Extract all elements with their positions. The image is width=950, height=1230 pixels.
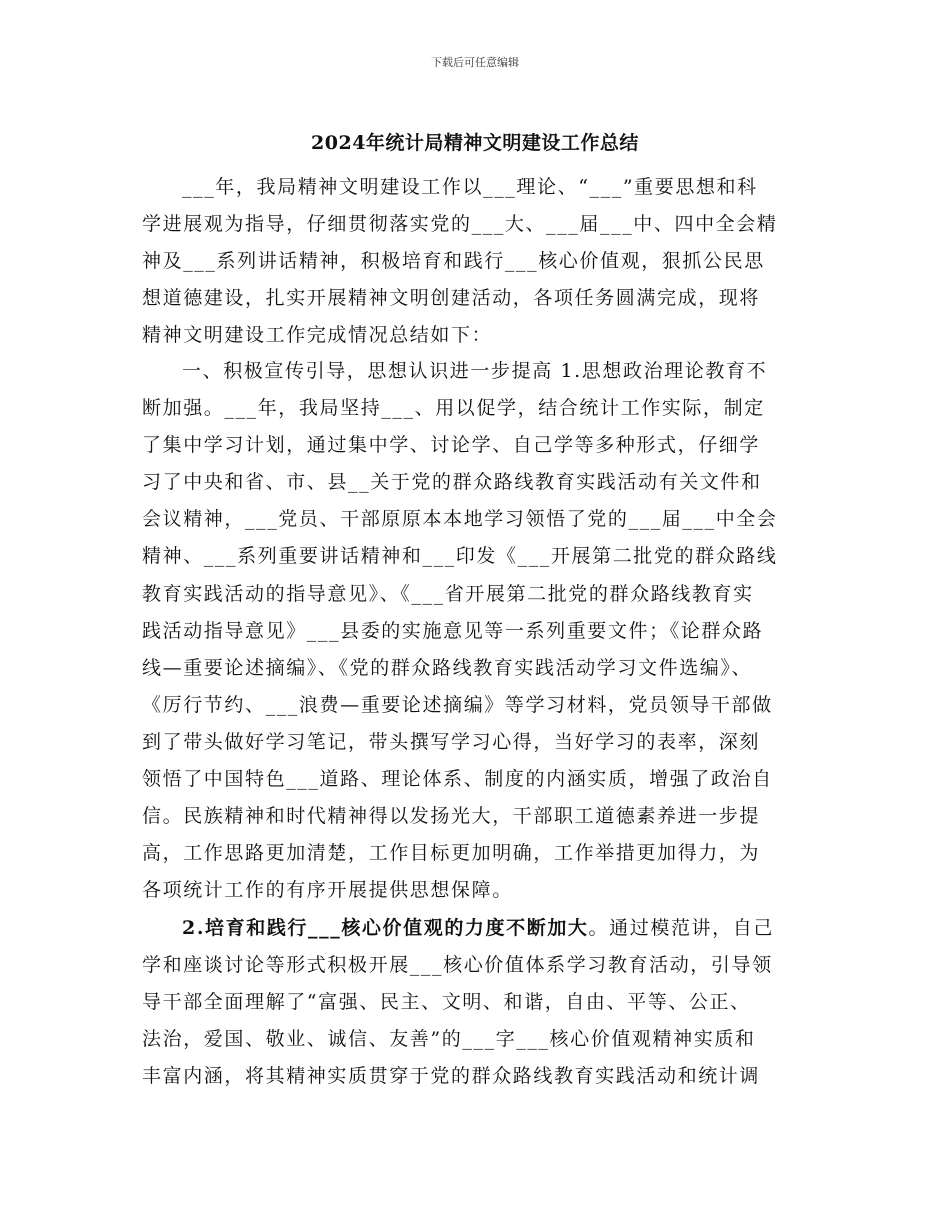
paragraph-line: 精神、___系列重要讲话精神和___印发《___开展第二批党的群众路线 xyxy=(142,545,778,568)
section-one-paragraph xyxy=(142,353,810,909)
paragraph-line: 到了带头做好学习笔记，带头撰写学习心得，当好学习的表率，深刻 xyxy=(142,730,761,753)
paragraph-line: 会议精神，___党员、干部原原本本地学习领悟了党的___届___中全会 xyxy=(142,508,778,531)
intro-paragraph xyxy=(142,169,810,354)
paragraph-line: 断加强。___年，我局坚持___、用以促学，结合统计工作实际，制定 xyxy=(142,397,765,420)
paragraph-line: 践活动指导意见》___县委的实施意见等一系列重要文件；《论群众路 xyxy=(142,619,764,642)
paragraph-line: ___年，我局精神文明建设工作以___理论、“___”重要思想和科 xyxy=(182,176,758,198)
paragraph-line: 高，工作思路更加清楚，工作目标更加明确，工作举措更加得力，为 xyxy=(142,842,761,865)
section-two-paragraph xyxy=(142,910,810,1095)
paragraph-line: 各项统计工作的有序开展提供思想保障。 xyxy=(142,879,513,902)
paragraph-line: 领悟了中国特色___道路、理论体系、制度的内涵实质，增强了政治自 xyxy=(142,768,773,791)
section-two-heading: 2.培育和践行___核心价值观的力度不断加大 xyxy=(182,917,589,939)
paragraph-line: 神及___系列讲话精神，积极培育和践行___核心价值观，狠抓公民思 xyxy=(142,250,765,273)
header-note: 下载后可任意编辑 xyxy=(431,56,519,69)
paragraph-line: 想道德建设，扎实开展精神文明创建活动，各项任务圆满完成，现将 xyxy=(142,287,761,310)
paragraph-line: 法治，爱国、敬业、诚信、友善”的___字___核心价值观精神实质和 xyxy=(142,1028,756,1051)
paragraph-line: 一、积极宣传引导，思想认识进一步提高 1.思想政治理论教育不 xyxy=(182,360,768,382)
document-title: 2024年统计局精神文明建设工作总结 xyxy=(311,132,639,154)
paragraph-line: 信。民族精神和时代精神得以发扬光大，干部职工道德素养进一步提 xyxy=(142,805,761,828)
section-two-first-line xyxy=(142,910,810,947)
section-two-lead-rest: 。通过模范讲，自己 xyxy=(588,917,774,939)
paragraph-line: 丰富内涵，将其精神实质贯穿于党的群众路线教育实践活动和统计调 xyxy=(142,1065,761,1088)
paragraph-line: 学和座谈讨论等形式积极开展___核心价值体系学习教育活动，引导领 xyxy=(142,954,773,977)
paragraph-line: 线—重要论述摘编》、《党的群众路线教育实践活动学习文件选编》、 xyxy=(142,656,753,679)
paragraph-line: 了集中学习计划，通过集中学、讨论学、自己学等多种形式，仔细学 xyxy=(142,434,761,457)
paragraph-line: 导干部全面理解了“富强、民主、文明、和谐，自由、平等、公正、 xyxy=(142,991,751,1014)
paragraph-line: 精神文明建设工作完成情况总结如下： xyxy=(142,324,493,347)
paragraph-line: 学进展观为指导，仔细贯彻落实党的___大、___届___中、四中全会精 xyxy=(142,213,778,236)
paragraph-line: 习了中央和省、市、县__关于党的群众路线教育实践活动有关文件和 xyxy=(142,471,762,494)
paragraph-line: 《厉行节约、___浪费—重要论述摘编》等学习材料，党员领导干部做 xyxy=(142,693,773,716)
paragraph-line: 教育实践活动的指导意见》、《___省开展第二批党的群众路线教育实 xyxy=(142,582,754,605)
